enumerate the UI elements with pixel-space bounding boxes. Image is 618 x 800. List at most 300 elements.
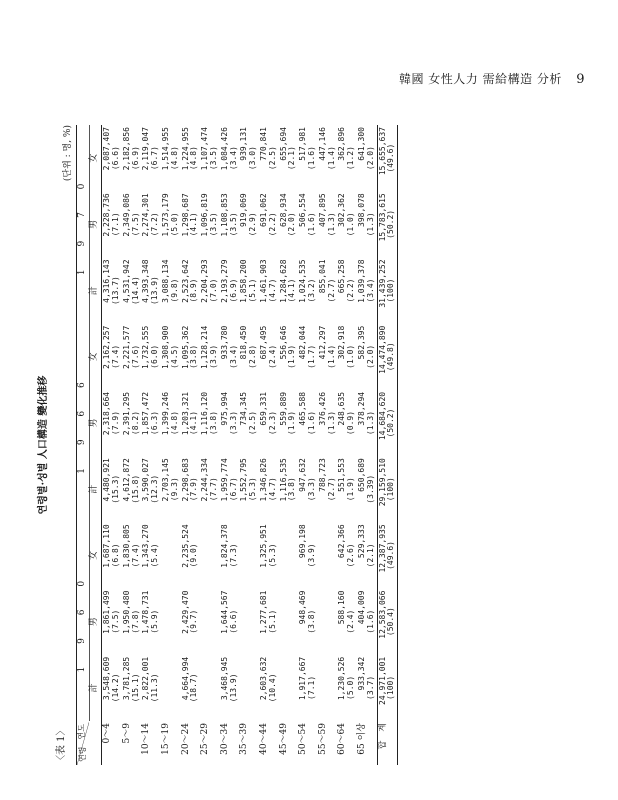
cell-percent: (1.9) <box>287 410 297 436</box>
cell-value: 412,297 <box>317 325 327 360</box>
cell-value: 556,646 <box>278 325 288 360</box>
table-row <box>102 125 122 765</box>
cell-value: 2,235,524 <box>180 524 190 568</box>
table-cell <box>298 456 318 522</box>
cell-percent: (4.5) <box>169 344 179 369</box>
table-cell <box>181 191 201 257</box>
table-row <box>239 125 259 765</box>
table-cell <box>337 522 357 588</box>
table-cell <box>279 324 299 390</box>
table-cell <box>200 191 220 257</box>
cell-value: 404,009 <box>357 590 366 625</box>
cell-percent: (5.3) <box>267 543 277 568</box>
cell-value: 302,362 <box>337 193 347 227</box>
table-cell <box>141 655 161 721</box>
table-cell <box>279 655 299 721</box>
table-cell <box>279 191 299 257</box>
table-cell <box>102 589 122 655</box>
table-cell <box>357 655 377 721</box>
age-group-label: 10～14 <box>141 723 152 755</box>
table-cell <box>337 655 357 721</box>
cell-percent: (1.4) <box>326 146 336 171</box>
table-cell <box>259 257 279 323</box>
table-caption: 연령별·성별 人口構造 變化推移 <box>38 375 49 515</box>
cell-value: 1,116,120 <box>200 391 210 436</box>
table-cell <box>220 257 240 323</box>
cell-value: 1,308,900 <box>161 325 171 370</box>
cell-percent: (7.7) <box>209 477 219 502</box>
cell-percent: (8.2) <box>130 410 140 436</box>
table-cell <box>259 324 279 390</box>
table-cell <box>357 257 377 323</box>
table-cell <box>220 125 240 191</box>
cell-percent: (1.9) <box>346 477 356 502</box>
table-cell <box>298 257 318 323</box>
table-cell <box>102 390 122 456</box>
cell-percent: (4.8) <box>169 146 179 171</box>
column-header: 男 <box>89 191 101 257</box>
column-header: 計 <box>89 456 101 522</box>
table-row <box>181 125 201 765</box>
table-cell <box>161 589 181 655</box>
cell-value: 4,531,942 <box>121 259 131 303</box>
cell-percent: (11.3) <box>150 673 160 703</box>
table-cell <box>279 257 299 323</box>
cell-value: 15,655,637 <box>377 127 387 176</box>
cell-value: 1,461,903 <box>259 259 269 303</box>
cell-value: 2,391,295 <box>121 391 131 436</box>
table-cell <box>318 655 338 721</box>
cell-percent: (5.9) <box>150 609 160 634</box>
year-header: 1 9 6 6 <box>77 324 90 523</box>
cell-value: 734,345 <box>239 391 249 426</box>
table-cell <box>239 324 259 390</box>
age-group-label: 5～9 <box>121 723 132 744</box>
cell-percent: (15.1) <box>130 673 140 703</box>
column-header: 計 <box>89 655 101 721</box>
table-cell <box>220 191 240 257</box>
table-cell <box>220 522 240 588</box>
table-cell <box>181 390 201 456</box>
cell-value: 650,689 <box>357 458 366 492</box>
table-cell <box>220 456 240 522</box>
table-cell <box>377 390 398 456</box>
cell-percent: (3.5) <box>209 146 219 171</box>
cell-percent: (7.5) <box>130 212 140 237</box>
cell-value: 770,841 <box>259 127 269 161</box>
table-cell <box>377 589 398 655</box>
cell-value: 559,889 <box>278 391 288 426</box>
cell-value: 1,128,214 <box>200 325 210 370</box>
cell-value: 2,221,577 <box>121 325 131 370</box>
cell-value: 447,146 <box>317 127 327 161</box>
corner-year-label: 연도 <box>77 724 86 740</box>
cell-value: 2,204,293 <box>200 259 210 303</box>
cell-value: 969,198 <box>298 524 308 559</box>
table-cell <box>181 324 201 390</box>
age-group-label: 20～24 <box>180 723 191 755</box>
column-header: 計 <box>89 257 101 323</box>
table-cell <box>337 191 357 257</box>
cell-value: 3,088,134 <box>161 259 171 303</box>
cell-percent: (12.3) <box>150 474 160 504</box>
rotated-table-block <box>28 125 548 765</box>
table-cell <box>102 324 122 390</box>
table-cell <box>279 390 299 456</box>
table-cell <box>122 655 142 721</box>
cell-percent: (13.7) <box>111 276 121 306</box>
cell-value: 1,917,667 <box>298 656 308 701</box>
table-cell <box>200 456 220 522</box>
cell-value: 1,687,110 <box>102 524 112 568</box>
table-cell <box>259 522 279 588</box>
running-header-title: 韓國 女性人力 需給構造 分析 <box>398 72 562 86</box>
table-cell <box>357 522 377 588</box>
table-cell <box>337 125 357 191</box>
cell-value: 1,346,826 <box>259 458 269 502</box>
table-cell <box>318 125 338 191</box>
cell-percent: (9.7) <box>189 609 199 634</box>
table-cell <box>181 456 201 522</box>
cell-percent: (4.8) <box>189 146 199 171</box>
cell-value: 1,399,246 <box>161 391 171 436</box>
table-cell <box>377 522 398 588</box>
cell-value: 2,193,279 <box>219 259 229 303</box>
table-cell <box>141 390 161 456</box>
cell-percent: (3.8) <box>287 477 297 502</box>
table-row <box>259 125 279 765</box>
table-cell <box>102 456 122 522</box>
cell-percent: (3.3) <box>228 410 238 436</box>
cell-percent: (100) <box>386 477 396 502</box>
cell-value: 4,480,921 <box>102 458 112 502</box>
cell-percent: (15.8) <box>130 474 140 504</box>
cell-percent: (7.0) <box>209 278 219 303</box>
cell-value: 1,084,426 <box>219 127 229 171</box>
cell-value: 302,918 <box>337 325 347 360</box>
cell-percent: (2.6) <box>346 543 356 568</box>
table-cell <box>357 191 377 257</box>
table-cell <box>337 390 357 456</box>
cell-percent: (3.9) <box>307 543 317 568</box>
table-cell <box>239 589 259 655</box>
table-cell <box>337 324 357 390</box>
cell-percent: (1.3) <box>365 410 375 436</box>
cell-value: 1,107,474 <box>200 127 210 171</box>
table-cell <box>122 390 142 456</box>
cell-value: 1,857,472 <box>141 391 151 436</box>
cell-percent: (1.0) <box>346 344 356 369</box>
age-group-label: 35～39 <box>239 723 250 755</box>
cell-percent: (3.7) <box>365 675 375 700</box>
table-cell <box>239 522 259 588</box>
table-cell <box>161 655 181 721</box>
corner-header <box>77 721 90 765</box>
cell-percent: (4.7) <box>267 278 277 303</box>
cell-value: 939,131 <box>239 127 249 161</box>
cell-percent: (7.1) <box>307 675 317 700</box>
cell-value: 1,024,535 <box>298 259 308 303</box>
population-table <box>76 125 398 765</box>
table-cell <box>122 589 142 655</box>
table-cell <box>122 324 142 390</box>
cell-value: 1,116,535 <box>278 458 288 502</box>
table-cell <box>181 257 201 323</box>
cell-percent: (4.1) <box>287 278 297 303</box>
cell-percent: (3.39) <box>365 474 375 504</box>
subheader-spacer <box>89 721 101 765</box>
table-row <box>161 125 181 765</box>
cell-value: 2,274,301 <box>141 193 151 237</box>
table-cell <box>122 522 142 588</box>
table-row <box>279 125 299 765</box>
cell-percent: (8.9) <box>189 278 199 303</box>
table-cell <box>122 257 142 323</box>
cell-percent: (2.3) <box>267 410 277 436</box>
cell-percent: (49.8) <box>386 342 396 372</box>
table-cell <box>161 125 181 191</box>
cell-value: 2,703,145 <box>161 458 171 502</box>
cell-value: 14,474,890 <box>377 325 387 374</box>
table-row <box>220 125 240 765</box>
cell-percent: (50.4) <box>386 607 396 637</box>
cell-percent: (7.9) <box>189 477 199 502</box>
cell-value: 248,635 <box>337 391 347 426</box>
table-cell <box>122 125 142 191</box>
cell-value: 588,160 <box>337 590 347 625</box>
cell-value: 398,078 <box>357 193 366 227</box>
table-cell <box>298 655 318 721</box>
subheader-row <box>89 125 101 765</box>
running-header <box>345 70 585 87</box>
cell-percent: (15.3) <box>111 474 121 504</box>
cell-percent: (100) <box>386 675 396 700</box>
table-cell <box>220 655 240 721</box>
cell-percent: (9.0) <box>189 543 199 568</box>
table-cell <box>141 257 161 323</box>
table-cell <box>220 390 240 456</box>
cell-percent: (1.7) <box>307 344 317 369</box>
cell-percent: (1.6) <box>307 410 317 436</box>
table-row <box>298 125 318 765</box>
cell-percent: (2.1) <box>287 146 297 171</box>
table-cell <box>357 324 377 390</box>
cell-percent: (3.8) <box>307 609 317 634</box>
cell-percent: (6.9) <box>228 278 238 303</box>
cell-percent: (14.4) <box>130 276 140 306</box>
cell-percent: (1.6) <box>307 212 317 237</box>
cell-value: 376,426 <box>317 391 327 426</box>
table-cell <box>102 191 122 257</box>
cell-value: 641,300 <box>357 127 366 161</box>
cell-value: 4,664,994 <box>180 656 190 701</box>
table-cell <box>200 257 220 323</box>
cell-percent: (3.3) <box>307 477 317 502</box>
cell-percent: (7.5) <box>111 609 121 634</box>
table-cell <box>259 125 279 191</box>
cell-value: 691,062 <box>259 193 269 227</box>
table-cell <box>239 390 259 456</box>
table-cell <box>161 324 181 390</box>
cell-percent: (6.7) <box>150 146 160 171</box>
cell-percent: (3.0) <box>248 146 258 171</box>
table-cell <box>161 456 181 522</box>
cell-percent: (1.6) <box>365 609 375 634</box>
cell-value: 1,325,951 <box>259 524 269 568</box>
table-cell <box>200 390 220 456</box>
cell-value: 4,393,348 <box>141 259 151 303</box>
cell-value: 2,087,407 <box>102 127 112 171</box>
cell-value: 1,824,378 <box>219 524 229 568</box>
table-cell <box>102 257 122 323</box>
column-header: 女 <box>89 125 101 191</box>
table-cell <box>161 522 181 588</box>
cell-percent: (2.5) <box>248 410 258 436</box>
cell-percent: (6.6) <box>228 609 238 634</box>
cell-value: 3,548,609 <box>102 656 112 701</box>
table-cell <box>357 390 377 456</box>
cell-value: 378,294 <box>357 391 366 426</box>
cell-value: 24,971,001 <box>377 656 387 705</box>
cell-percent: (1.6) <box>307 146 317 171</box>
table-row <box>357 125 377 765</box>
cell-value: 687,495 <box>259 325 269 360</box>
cell-percent: (50.2) <box>386 209 396 239</box>
cell-value: 506,554 <box>298 193 308 227</box>
cell-percent: (7.6) <box>130 344 140 369</box>
cell-percent: (7.2) <box>150 212 160 237</box>
table-cell <box>122 191 142 257</box>
cell-value: 4,316,143 <box>102 259 112 303</box>
cell-value: 551,553 <box>337 458 347 492</box>
cell-percent: (13.9) <box>228 673 238 703</box>
cell-value: 3,590,027 <box>141 458 151 502</box>
cell-value: 1,514,955 <box>161 127 171 171</box>
table-cell <box>181 125 201 191</box>
cell-percent: (3.2) <box>307 278 317 303</box>
cell-value: 2,429,470 <box>180 590 190 634</box>
table-cell <box>377 191 398 257</box>
cell-percent: (2.0) <box>365 146 375 171</box>
table-cell <box>377 257 398 323</box>
age-group-label: 합 계 <box>377 721 398 765</box>
cell-value: 1,108,853 <box>219 193 229 237</box>
column-header: 男 <box>89 589 101 655</box>
cell-value: 482,044 <box>298 325 308 360</box>
table-cell <box>200 655 220 721</box>
cell-value: 1,343,270 <box>141 524 151 568</box>
cell-percent: (3.5) <box>209 212 219 237</box>
cell-value: 1,950,480 <box>121 590 131 634</box>
table-cell <box>259 191 279 257</box>
cell-value: 788,723 <box>317 458 327 492</box>
cell-percent: (5.0) <box>346 675 356 700</box>
cell-value: 1,861,499 <box>102 590 112 634</box>
year-header: 1 9 6 0 <box>77 522 90 721</box>
cell-percent: (9.8) <box>169 278 179 303</box>
cell-value: 975,994 <box>219 391 229 426</box>
cell-value: 1,644,567 <box>219 590 229 634</box>
table-cell <box>141 456 161 522</box>
table-row <box>141 125 161 765</box>
cell-percent: (0.9) <box>346 410 356 436</box>
cell-value: 855,041 <box>317 259 327 294</box>
cell-percent: (3.4) <box>228 344 238 369</box>
table-row <box>318 125 338 765</box>
cell-percent: (6.7) <box>228 477 238 502</box>
table-cell <box>239 191 259 257</box>
cell-value: 2,119,047 <box>141 127 151 171</box>
cell-value: 1,858,200 <box>239 259 249 303</box>
cell-percent: (2.0) <box>365 344 375 369</box>
table-cell <box>357 589 377 655</box>
cell-percent: (49.6) <box>386 541 396 570</box>
table-body <box>102 125 398 765</box>
table-cell <box>181 589 201 655</box>
cell-percent: (5.1) <box>248 278 258 303</box>
table-cell <box>318 324 338 390</box>
cell-value: 665,258 <box>337 259 347 294</box>
table-cell <box>220 589 240 655</box>
table-cell <box>377 125 398 191</box>
table-cell <box>279 456 299 522</box>
table-cell <box>239 456 259 522</box>
column-header: 女 <box>89 324 101 390</box>
cell-value: 1,203,321 <box>180 391 190 436</box>
cell-percent: (3.9) <box>209 344 219 369</box>
cell-value: 12,387,935 <box>377 524 387 573</box>
table-cell <box>200 522 220 588</box>
table-cell <box>377 324 398 390</box>
table-row <box>200 125 220 765</box>
age-group-label: 60～64 <box>337 723 348 755</box>
age-group-label: 65 이상 <box>357 723 367 755</box>
table-cell <box>122 456 142 522</box>
cell-percent: (4.7) <box>267 477 277 502</box>
cell-percent: (3.4) <box>228 146 238 171</box>
cell-percent: (6.0) <box>150 344 160 369</box>
table-cell <box>259 589 279 655</box>
cell-value: 947,632 <box>298 458 308 492</box>
table-cell <box>318 390 338 456</box>
table-cell <box>200 125 220 191</box>
cell-percent: (7.4) <box>111 344 121 369</box>
cell-percent: (6.9) <box>130 146 140 171</box>
cell-value: 1,039,378 <box>357 259 366 303</box>
table-cell <box>377 456 398 522</box>
cell-percent: (2.0) <box>287 212 297 237</box>
cell-percent: (18.7) <box>189 673 199 703</box>
cell-value: 2,603,632 <box>259 656 269 701</box>
cell-percent: (6.3) <box>150 410 160 436</box>
table-cell <box>181 655 201 721</box>
cell-value: 818,450 <box>239 325 249 360</box>
cell-percent: (2.5) <box>267 146 277 171</box>
cell-value: 1,830,805 <box>121 524 131 568</box>
age-group-label: 25～29 <box>200 723 211 755</box>
cell-percent: (100) <box>386 278 396 303</box>
cell-value: 2,822,001 <box>141 656 151 701</box>
table-cell <box>102 125 122 191</box>
cell-value: 4,612,872 <box>121 458 131 502</box>
table-cell <box>220 324 240 390</box>
cell-percent: (4.8) <box>169 410 179 436</box>
table-cell <box>318 522 338 588</box>
cell-value: 2,244,334 <box>200 458 210 502</box>
cell-value: 465,588 <box>298 391 308 426</box>
cell-value: 1,298,687 <box>180 193 190 237</box>
table-cell <box>259 655 279 721</box>
